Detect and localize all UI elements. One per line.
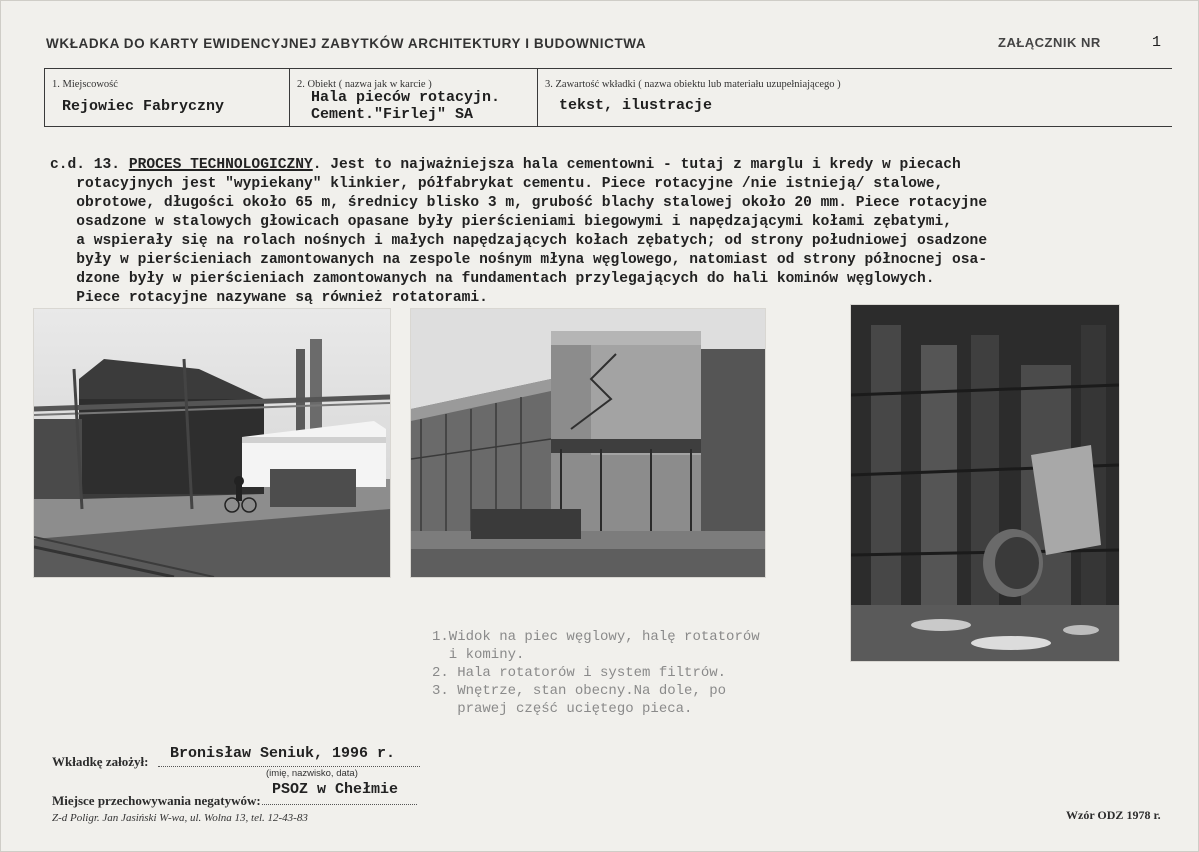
body-line-5: a wspierały się na rolach nośnych i małych napędzających kołach zębatych; od strony południowej osadzone	[50, 233, 988, 249]
locality-value: Rejowiec Fabryczny	[62, 98, 225, 115]
form-version: Wzór ODZ 1978 r.	[1066, 808, 1161, 822]
body-line-7: dzone były w pierścieniach zamontowanych na fundamentach przylegających do hali kominów węglowych.	[50, 271, 935, 287]
field-divider-1	[289, 68, 290, 127]
caption-line-3: 2. Hala rotatorów i system filtrów.	[432, 665, 727, 681]
caption-line-5: prawej część uciętego pieca.	[432, 701, 693, 717]
founded-label: Wkładkę założył:	[52, 754, 149, 769]
negatives-label: Miejsce przechowywania negatywów:	[52, 793, 261, 808]
founded-value: Bronisław Seniuk, 1996 r.	[170, 745, 396, 762]
body-line-3: obrotowe, długości około 65 m, średnicy blisko 3 m, grubość blachy stalowej około 20 mm. Piece rotacyjne	[50, 195, 988, 211]
caption-line-4: 3. Wnętrze, stan obecny.Na dole, po	[432, 683, 727, 699]
founded-hint: (imię, nazwisko, data)	[266, 768, 358, 779]
body-line-8: Piece rotacyjne nazywane są również rotatorami.	[50, 290, 488, 306]
body-line-2: rotacyjnych jest "wypiekany" klinkier, półfabrykat cementu. Piece rotacyjne /nie istnieją/ stalowe,	[50, 176, 944, 192]
form-title: WKŁADKA DO KARTY EWIDENCYJNEJ ZABYTKÓW ARCHITEKTURY I BUDOWNICTWA	[46, 36, 647, 51]
photo-1	[34, 309, 390, 577]
field-divider-2	[537, 68, 538, 127]
annex-label: ZAŁĄCZNIK NR	[998, 35, 1101, 50]
header-rule-bottom	[44, 126, 1172, 127]
caption-line-2: i kominy.	[432, 647, 525, 663]
field-divider-left	[44, 68, 45, 127]
header-rule-top	[44, 68, 1172, 69]
content-label: 3. Zawartość wkładki ( nazwa obiektu lub materiału uzupełniającego )	[545, 79, 841, 90]
body-line-6: były w pierścieniach zamontowanych na zespole nośnym młyna węglowego, natomiast od strony północnej osa-	[50, 252, 988, 268]
object-value-line2: Cement."Firlej" SA	[311, 106, 474, 123]
object-value-line1: Hala pieców rotacyjn.	[311, 89, 501, 106]
negatives-value: PSOZ w Chełmie	[272, 781, 399, 798]
locality-label: 1. Miejscowość	[52, 79, 118, 90]
body-line-4: osadzone w stalowych głowicach opasane były pierścieniami biegowymi i napędzającymi kołami zębatymi,	[50, 214, 953, 230]
photo-2	[411, 309, 765, 577]
negatives-dotted-line	[262, 804, 417, 805]
body-prefix: c.d. 13.	[50, 157, 129, 173]
photo-captions	[432, 628, 760, 718]
photo-3	[851, 305, 1119, 661]
caption-line-1: 1.Widok na piec węglowy, halę rotatorów	[432, 629, 760, 645]
body-heading: PROCES TECHNOLOGICZNY	[128, 157, 313, 173]
annex-number: 1	[1152, 34, 1162, 51]
body-line-1: . Jest to najważniejsza hala cementowni - tutaj z marglu i kredy w piecach	[312, 157, 961, 173]
founded-dotted-line	[158, 766, 420, 767]
body-text	[50, 156, 1160, 308]
printer-footer: Z-d Poligr. Jan Jasiński W-wa, ul. Wolna 13, tel. 12-43-83	[52, 812, 308, 824]
content-value: tekst, ilustracje	[559, 97, 713, 114]
object-label: 2. Obiekt ( nazwa jak w karcie )	[297, 79, 432, 90]
